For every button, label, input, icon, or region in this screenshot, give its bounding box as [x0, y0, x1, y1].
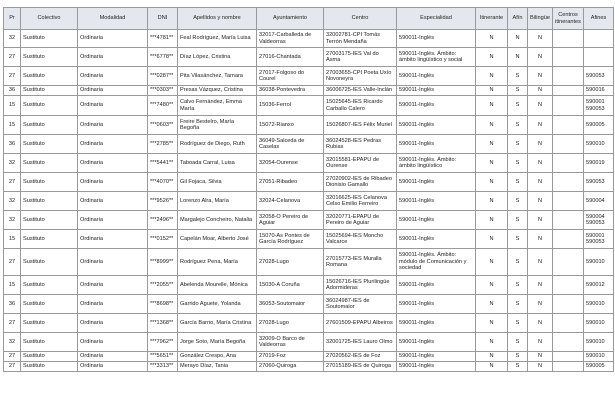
cell-dni: ***2496**: [148, 211, 178, 230]
cell-colectivo: Sustituto: [21, 314, 78, 333]
cell-especialidad: 590011-Inglés: [397, 352, 476, 362]
cell-itinerante: N: [476, 352, 508, 362]
table-row: [4, 314, 614, 333]
cell-colectivo: Sustituto: [21, 173, 78, 192]
cell-pr: 36: [4, 135, 21, 154]
cell-centro: 27015773-IES Muralla Romana: [324, 249, 397, 276]
cell-bilingue: N: [528, 86, 553, 96]
cell-centro: 15025645-IES Ricardo Carballo Calero: [324, 96, 397, 116]
table-row: [4, 333, 614, 352]
cell-colectivo: Sustituto: [21, 276, 78, 295]
cell-bilingue: N: [528, 116, 553, 135]
cell-itinerante: N: [476, 192, 508, 211]
cell-afin: S: [508, 86, 528, 96]
cell-dni: ***4070**: [148, 173, 178, 192]
header-apellidos-nombre: Apellidos y nombre: [178, 8, 257, 30]
cell-modalidad: Ordinaria: [78, 96, 148, 116]
table-row: [4, 67, 614, 86]
cell-pr: 15: [4, 116, 21, 135]
cell-apellidos-nombre: Pita Vilasánchez, Tamara: [178, 67, 257, 86]
cell-afines: 590005: [584, 362, 614, 372]
cell-bilingue: N: [528, 352, 553, 362]
cell-ayuntamiento: 27016-Chantada: [257, 48, 324, 67]
cell-modalidad: Ordinaria: [78, 30, 148, 48]
cell-afines: 590010: [584, 352, 614, 362]
cell-especialidad: 590011-Inglés: [397, 230, 476, 249]
table-row: [4, 96, 614, 116]
cell-centro: 15026716-IES Plurilingüe Adormideras: [324, 276, 397, 295]
cell-itinerante: N: [476, 249, 508, 276]
cell-afin: S: [508, 314, 528, 333]
cell-itinerante: N: [476, 154, 508, 173]
cell-dni: ***9526**: [148, 192, 178, 211]
cell-ayuntamiento: 15030-A Coruña: [257, 276, 324, 295]
cell-modalidad: Ordinaria: [78, 86, 148, 96]
cell-afin: S: [508, 135, 528, 154]
cell-colectivo: Sustituto: [21, 192, 78, 211]
cell-modalidad: Ordinaria: [78, 276, 148, 295]
cell-itinerante: N: [476, 276, 508, 295]
cell-apellidos-nombre: Merayo Díaz, Tania: [178, 362, 257, 372]
table-row: [4, 276, 614, 295]
cell-bilingue: N: [528, 48, 553, 67]
cell-apellidos-nombre: Margalejo Concheiro, Natalia: [178, 211, 257, 230]
cell-pr: 15: [4, 96, 21, 116]
cell-pr: 36: [4, 295, 21, 314]
cell-colectivo: Sustituto: [21, 67, 78, 86]
cell-centro: 27020562-IES de Foz: [324, 352, 397, 362]
cell-bilingue: N: [528, 333, 553, 352]
cell-dni: ***7962**: [148, 333, 178, 352]
cell-apellidos-nombre: García Barrio, María Cristina: [178, 314, 257, 333]
cell-centro: 32016625-IES Celanova Celso Emilio Ferreiro: [324, 192, 397, 211]
cell-apellidos-nombre: Presas Vázquez, Cristina: [178, 86, 257, 96]
header-colectivo: Colectivo: [21, 8, 78, 30]
cell-afines: [584, 48, 614, 67]
cell-itinerante: N: [476, 48, 508, 67]
cell-afines: 590053: [584, 173, 614, 192]
cell-colectivo: Sustituto: [21, 333, 78, 352]
cell-afin: N: [508, 30, 528, 48]
header-row: [4, 8, 614, 30]
cell-dni: ***1368**: [148, 314, 178, 333]
cell-apellidos-nombre: González Crespo, Ana: [178, 352, 257, 362]
cell-bilingue: N: [528, 276, 553, 295]
cell-afin: S: [508, 154, 528, 173]
table-row: [4, 362, 614, 372]
cell-itinerante: N: [476, 333, 508, 352]
cell-centros-itinerantes: [553, 192, 584, 211]
cell-especialidad: 590011-Inglés. Ámbito: ámbito lingüístico: [397, 154, 476, 173]
cell-bilingue: N: [528, 192, 553, 211]
cell-centro: 27601509-EPAPU Albeiros: [324, 314, 397, 333]
cell-ayuntamiento: 36049-Salceda de Caselas: [257, 135, 324, 154]
cell-afin: N: [508, 48, 528, 67]
table-row: [4, 249, 614, 276]
cell-afines: 590019: [584, 154, 614, 173]
table-row: [4, 30, 614, 48]
cell-itinerante: N: [476, 96, 508, 116]
cell-especialidad: 590011-Inglés: [397, 173, 476, 192]
cell-pr: 27: [4, 48, 21, 67]
cell-especialidad: 590011-Inglés: [397, 116, 476, 135]
cell-dni: ***7480**: [148, 96, 178, 116]
cell-ayuntamiento: 32017-Carballeda de Valdeorras: [257, 30, 324, 48]
cell-ayuntamiento: 27028-Lugo: [257, 249, 324, 276]
cell-dni: ***0603**: [148, 116, 178, 135]
cell-centro: 15025694-IES Moncho Valcarce: [324, 230, 397, 249]
cell-afin: S: [508, 211, 528, 230]
cell-afines: 590016: [584, 86, 614, 96]
cell-pr: 36: [4, 86, 21, 96]
table-row: [4, 352, 614, 362]
cell-centro: 27003655-CPI Poeta Uxío Novoneyra: [324, 67, 397, 86]
cell-dni: ***8999**: [148, 249, 178, 276]
header-afin: Afín: [508, 8, 528, 30]
cell-especialidad: 590011-Inglés: [397, 30, 476, 48]
cell-colectivo: Sustituto: [21, 362, 78, 372]
cell-centros-itinerantes: [553, 67, 584, 86]
cell-pr: 27: [4, 67, 21, 86]
cell-modalidad: Ordinaria: [78, 116, 148, 135]
cell-afines: 590010: [584, 135, 614, 154]
cell-pr: 15: [4, 230, 21, 249]
cell-afines: 590053: [584, 67, 614, 86]
cell-centros-itinerantes: [553, 362, 584, 372]
cell-bilingue: N: [528, 96, 553, 116]
cell-bilingue: N: [528, 30, 553, 48]
table-row: [4, 211, 614, 230]
cell-modalidad: Ordinaria: [78, 314, 148, 333]
cell-afin: S: [508, 96, 528, 116]
cell-apellidos-nombre: Abelenda Mourelle, Mónica: [178, 276, 257, 295]
cell-centros-itinerantes: [553, 154, 584, 173]
cell-apellidos-nombre: Freire Bestelro, María Begoña: [178, 116, 257, 135]
cell-bilingue: N: [528, 211, 553, 230]
cell-itinerante: N: [476, 86, 508, 96]
cell-modalidad: Ordinaria: [78, 135, 148, 154]
cell-ayuntamiento: 36053-Soutomaior: [257, 295, 324, 314]
cell-afines: 590004: [584, 192, 614, 211]
cell-afines: [584, 30, 614, 48]
cell-centros-itinerantes: [553, 249, 584, 276]
cell-centros-itinerantes: [553, 276, 584, 295]
cell-colectivo: Sustituto: [21, 249, 78, 276]
cell-colectivo: Sustituto: [21, 352, 78, 362]
cell-afines: 590005: [584, 116, 614, 135]
cell-ayuntamiento: 32009-O Barco de Valdeorras: [257, 333, 324, 352]
cell-itinerante: N: [476, 135, 508, 154]
cell-colectivo: Sustituto: [21, 295, 78, 314]
cell-afin: S: [508, 333, 528, 352]
cell-afin: S: [508, 230, 528, 249]
cell-centros-itinerantes: [553, 135, 584, 154]
cell-especialidad: 590011-Inglés: [397, 295, 476, 314]
cell-centros-itinerantes: [553, 333, 584, 352]
table-row: [4, 48, 614, 67]
cell-apellidos-nombre: Capelán Moar, Alberto José: [178, 230, 257, 249]
cell-apellidos-nombre: Taboada Carral, Luisa: [178, 154, 257, 173]
cell-modalidad: Ordinaria: [78, 211, 148, 230]
cell-colectivo: Sustituto: [21, 30, 78, 48]
cell-colectivo: Sustituto: [21, 211, 78, 230]
header-especialidad: Especialidad: [397, 8, 476, 30]
header-dni: DNI: [148, 8, 178, 30]
cell-centros-itinerantes: [553, 96, 584, 116]
cell-afines: 590001 590053: [584, 96, 614, 116]
cell-apellidos-nombre: Feal Rodríguez, María Luisa: [178, 30, 257, 48]
cell-centro: 32020771-EPAPU de Pereiro de Aguiar: [324, 211, 397, 230]
cell-ayuntamiento: 27017-Folgoso do Courel: [257, 67, 324, 86]
cell-apellidos-nombre: Gil Fojaca, Silvia: [178, 173, 257, 192]
cell-ayuntamiento: 27019-Foz: [257, 352, 324, 362]
cell-bilingue: N: [528, 314, 553, 333]
header-bilingue: Bilingüe: [528, 8, 553, 30]
cell-ayuntamiento: 15072-Rianxo: [257, 116, 324, 135]
cell-bilingue: N: [528, 154, 553, 173]
header-afines: Afines: [584, 8, 614, 30]
table-row: [4, 173, 614, 192]
cell-especialidad: 590011-Inglés: [397, 67, 476, 86]
table-row: [4, 116, 614, 135]
cell-afin: S: [508, 276, 528, 295]
cell-colectivo: Sustituto: [21, 135, 78, 154]
cell-itinerante: N: [476, 314, 508, 333]
cell-apellidos-nombre: Díaz López, Cristina: [178, 48, 257, 67]
cell-bilingue: N: [528, 135, 553, 154]
cell-centros-itinerantes: [553, 230, 584, 249]
cell-dni: ***6778**: [148, 48, 178, 67]
cell-dni: ***8698**: [148, 295, 178, 314]
cell-pr: 32: [4, 333, 21, 352]
cell-especialidad: 590011-Inglés: [397, 135, 476, 154]
table-row: [4, 154, 614, 173]
cell-pr: 32: [4, 192, 21, 211]
cell-centro: 32002781-CPI Tomás Terrón Mendaña: [324, 30, 397, 48]
cell-modalidad: Ordinaria: [78, 362, 148, 372]
cell-centros-itinerantes: [553, 48, 584, 67]
cell-especialidad: 590011-Inglés. Ámbito: ámbito lingüístico y social: [397, 48, 476, 67]
cell-modalidad: Ordinaria: [78, 154, 148, 173]
cell-pr: 27: [4, 314, 21, 333]
cell-centros-itinerantes: [553, 352, 584, 362]
cell-itinerante: N: [476, 362, 508, 372]
cell-especialidad: 590011-Inglés: [397, 192, 476, 211]
cell-apellidos-nombre: Calvo Fernández, Emma María: [178, 96, 257, 116]
table-row: [4, 230, 614, 249]
cell-afines: 590012: [584, 276, 614, 295]
cell-colectivo: Sustituto: [21, 154, 78, 173]
cell-dni: ***0152**: [148, 230, 178, 249]
cell-afin: S: [508, 173, 528, 192]
cell-dni: ***5651**: [148, 352, 178, 362]
cell-pr: 15: [4, 276, 21, 295]
cell-modalidad: Ordinaria: [78, 249, 148, 276]
cell-centro: 36024987-IES de Soutomaior: [324, 295, 397, 314]
assignments-table: [3, 7, 614, 372]
cell-itinerante: N: [476, 173, 508, 192]
cell-ayuntamiento: 15070-As Pontes de García Rodríguez: [257, 230, 324, 249]
cell-dni: ***0287**: [148, 67, 178, 86]
cell-modalidad: Ordinaria: [78, 333, 148, 352]
cell-pr: 27: [4, 362, 21, 372]
cell-especialidad: 590011-Inglés: [397, 96, 476, 116]
cell-ayuntamiento: 32054-Ourense: [257, 154, 324, 173]
cell-especialidad: 590011-Inglés: [397, 362, 476, 372]
header-modalidad: Modalidad: [78, 8, 148, 30]
cell-modalidad: Ordinaria: [78, 295, 148, 314]
cell-bilingue: N: [528, 249, 553, 276]
header-centros-itinerantes: Centros itinerantes: [553, 8, 584, 30]
cell-ayuntamiento: 32058-O Pereiro de Aguiar: [257, 211, 324, 230]
cell-ayuntamiento: 32024-Celanova: [257, 192, 324, 211]
cell-bilingue: N: [528, 230, 553, 249]
cell-afin: S: [508, 295, 528, 314]
cell-apellidos-nombre: Lorenzo Alra, María: [178, 192, 257, 211]
cell-apellidos-nombre: Garrido Aguete, Yolanda: [178, 295, 257, 314]
cell-apellidos-nombre: Rodríguez de Diego, Ruth: [178, 135, 257, 154]
cell-afines: 590010: [584, 333, 614, 352]
cell-dni: ***0303**: [148, 86, 178, 96]
header-itinerante: Itinerante: [476, 8, 508, 30]
cell-modalidad: Ordinaria: [78, 352, 148, 362]
cell-afin: S: [508, 67, 528, 86]
cell-especialidad: 590011-Inglés. Ámbito: módulo de Comunicación y sociedad: [397, 249, 476, 276]
cell-centros-itinerantes: [553, 295, 584, 314]
cell-centro: 32015581-EPAPU de Ourense: [324, 154, 397, 173]
cell-afines: 590004 590053: [584, 211, 614, 230]
cell-itinerante: N: [476, 30, 508, 48]
cell-centros-itinerantes: [553, 86, 584, 96]
cell-centro: 27003175-IES Val do Asma: [324, 48, 397, 67]
cell-dni: ***4781**: [148, 30, 178, 48]
cell-afin: S: [508, 352, 528, 362]
cell-ayuntamiento: 27060-Quiroga: [257, 362, 324, 372]
cell-modalidad: Ordinaria: [78, 48, 148, 67]
cell-pr: 27: [4, 352, 21, 362]
cell-colectivo: Sustituto: [21, 48, 78, 67]
cell-afines: 590010: [584, 249, 614, 276]
cell-afin: S: [508, 362, 528, 372]
cell-itinerante: N: [476, 67, 508, 86]
cell-bilingue: N: [528, 362, 553, 372]
table-row: [4, 86, 614, 96]
cell-especialidad: 590011-Inglés: [397, 314, 476, 333]
header-ayuntamiento: Ayuntamiento: [257, 8, 324, 30]
cell-ayuntamiento: 27028-Lugo: [257, 314, 324, 333]
cell-ayuntamiento: 36038-Pontevedra: [257, 86, 324, 96]
cell-especialidad: 590011-Inglés: [397, 211, 476, 230]
cell-itinerante: N: [476, 230, 508, 249]
cell-especialidad: 590011-Inglés: [397, 276, 476, 295]
cell-afin: S: [508, 116, 528, 135]
cell-modalidad: Ordinaria: [78, 192, 148, 211]
cell-centro: 15026807-IES Félix Muriel: [324, 116, 397, 135]
cell-centro: 36024528-IES Pedras Rubias: [324, 135, 397, 154]
cell-itinerante: N: [476, 295, 508, 314]
cell-modalidad: Ordinaria: [78, 173, 148, 192]
cell-itinerante: N: [476, 211, 508, 230]
cell-centros-itinerantes: [553, 314, 584, 333]
cell-ayuntamiento: 27051-Ribadeo: [257, 173, 324, 192]
cell-centro: 32001725-IES Lauro Olmo: [324, 333, 397, 352]
cell-itinerante: N: [476, 116, 508, 135]
header-centro: Centro: [324, 8, 397, 30]
cell-centros-itinerantes: [553, 116, 584, 135]
cell-colectivo: Sustituto: [21, 96, 78, 116]
cell-centros-itinerantes: [553, 173, 584, 192]
cell-pr: 32: [4, 154, 21, 173]
cell-modalidad: Ordinaria: [78, 67, 148, 86]
cell-especialidad: 590011-Inglés: [397, 333, 476, 352]
cell-centro: 27020902-IES de Ribadeo Dionisio Gamallo: [324, 173, 397, 192]
cell-dni: ***3313**: [148, 362, 178, 372]
cell-colectivo: Sustituto: [21, 86, 78, 96]
cell-bilingue: N: [528, 173, 553, 192]
table-row: [4, 135, 614, 154]
cell-modalidad: Ordinaria: [78, 230, 148, 249]
cell-afin: S: [508, 249, 528, 276]
cell-centro: 27015189-IES de Quiroga: [324, 362, 397, 372]
header-pr: Pr: [4, 8, 21, 30]
cell-centros-itinerantes: [553, 211, 584, 230]
cell-pr: 32: [4, 211, 21, 230]
table-row: [4, 295, 614, 314]
cell-afines: 590010: [584, 295, 614, 314]
cell-apellidos-nombre: Jorge Soto, María Begoña: [178, 333, 257, 352]
cell-dni: ***2785**: [148, 135, 178, 154]
cell-afines: 590010: [584, 314, 614, 333]
cell-ayuntamiento: 15036-Ferrol: [257, 96, 324, 116]
cell-afines: 590001 590053: [584, 230, 614, 249]
cell-colectivo: Sustituto: [21, 116, 78, 135]
cell-colectivo: Sustituto: [21, 230, 78, 249]
table-row: [4, 192, 614, 211]
cell-bilingue: N: [528, 67, 553, 86]
cell-apellidos-nombre: Rodríguez Pena, María: [178, 249, 257, 276]
cell-centro: 36006725-IES Valle-Inclán: [324, 86, 397, 96]
cell-dni: ***5441**: [148, 154, 178, 173]
cell-dni: ***2055**: [148, 276, 178, 295]
cell-bilingue: N: [528, 295, 553, 314]
cell-pr: 27: [4, 173, 21, 192]
cell-especialidad: 590011-Inglés: [397, 86, 476, 96]
cell-centros-itinerantes: [553, 30, 584, 48]
cell-pr: 32: [4, 30, 21, 48]
cell-afin: S: [508, 192, 528, 211]
cell-pr: 27: [4, 249, 21, 276]
